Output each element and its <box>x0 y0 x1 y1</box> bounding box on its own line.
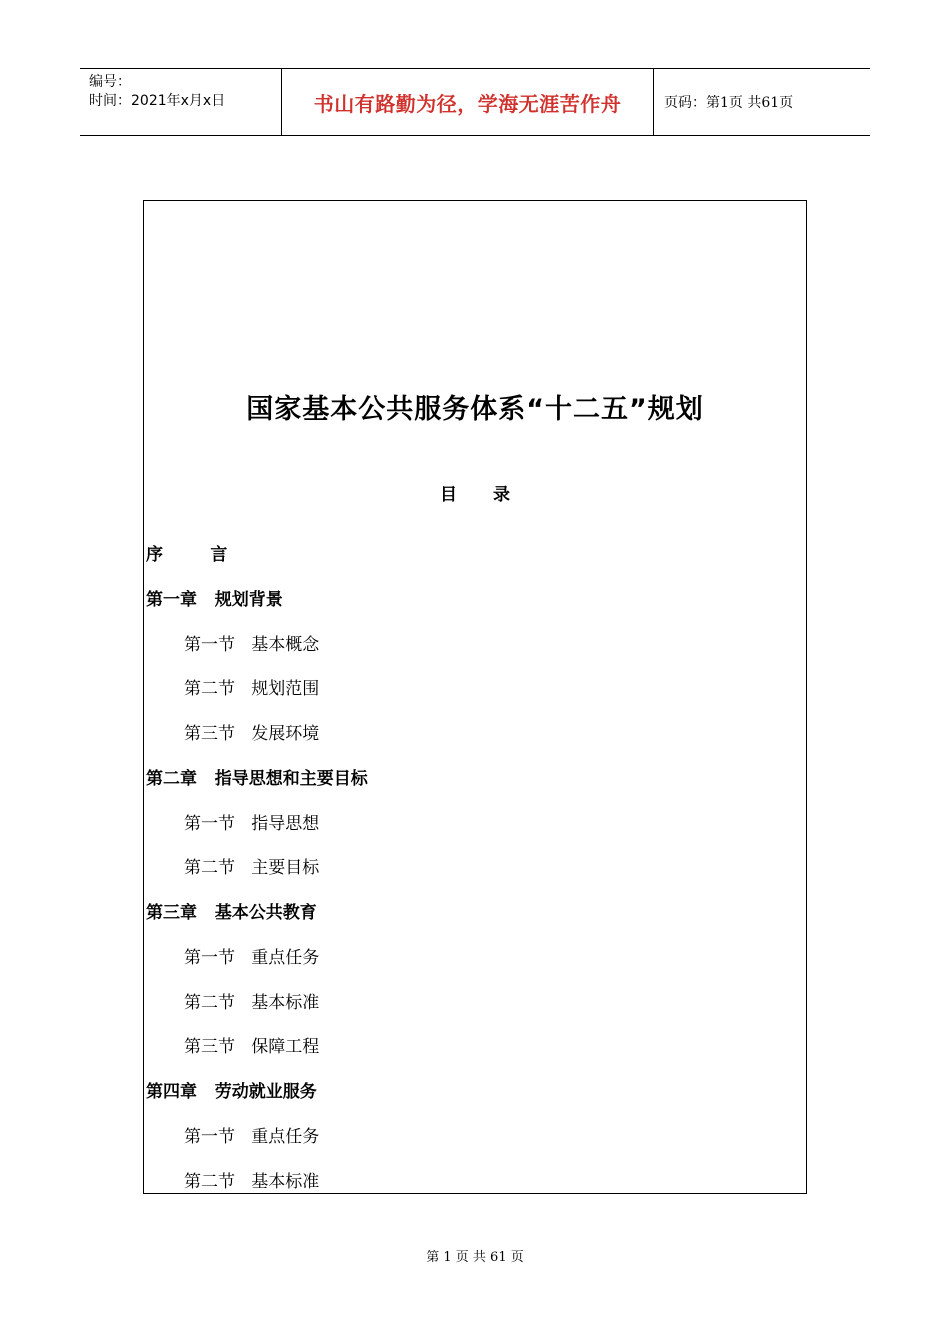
toc-chapter-item: 第四章 劳动就业服务 <box>146 1082 317 1102</box>
document-title: 国家基本公共服务体系“十二五”规划 <box>246 394 704 425</box>
toc-section-item: 第二节 基本标准 <box>184 992 320 1013</box>
toc-section-item: 第一节 重点任务 <box>184 947 320 968</box>
toc-chapter-item: 第三章 基本公共教育 <box>146 903 317 923</box>
header-page-info-cell <box>654 69 870 135</box>
toc-chapter-item: 序 言 <box>146 545 228 565</box>
header-meta <box>80 69 281 135</box>
time-label: 时间：2021年x月x日 <box>89 93 226 109</box>
page-footer: 第 1 页 共 61 页 <box>426 1250 524 1265</box>
page-info: 页码：第1页 共61页 <box>664 95 794 111</box>
toc-section-item: 第一节 重点任务 <box>184 1126 320 1147</box>
toc-section-item: 第二节 规划范围 <box>184 679 320 700</box>
toc-section-item: 第三节 保障工程 <box>184 1037 320 1058</box>
toc-section-item: 第一节 基本概念 <box>184 634 320 655</box>
page-header <box>80 68 870 136</box>
table-of-contents <box>146 541 806 1194</box>
toc-section-item: 第二节 主要目标 <box>184 858 320 879</box>
motto-text: 书山有路勤为径，学海无涯苦作舟 <box>313 91 622 116</box>
document-frame <box>143 200 807 1194</box>
header-motto-cell <box>281 69 654 135</box>
toc-section-item: 第三节 发展环境 <box>184 724 320 744</box>
toc-chapter-item: 第一章 规划背景 <box>146 589 283 610</box>
toc-section-item: 第二节 基本标准 <box>184 1171 320 1192</box>
number-label: 编号： <box>89 74 131 90</box>
toc-heading: 目录 <box>440 485 546 505</box>
toc-section-item: 第一节 指导思想 <box>184 813 320 834</box>
toc-chapter-item: 第二章 指导思想和主要目标 <box>146 768 368 789</box>
